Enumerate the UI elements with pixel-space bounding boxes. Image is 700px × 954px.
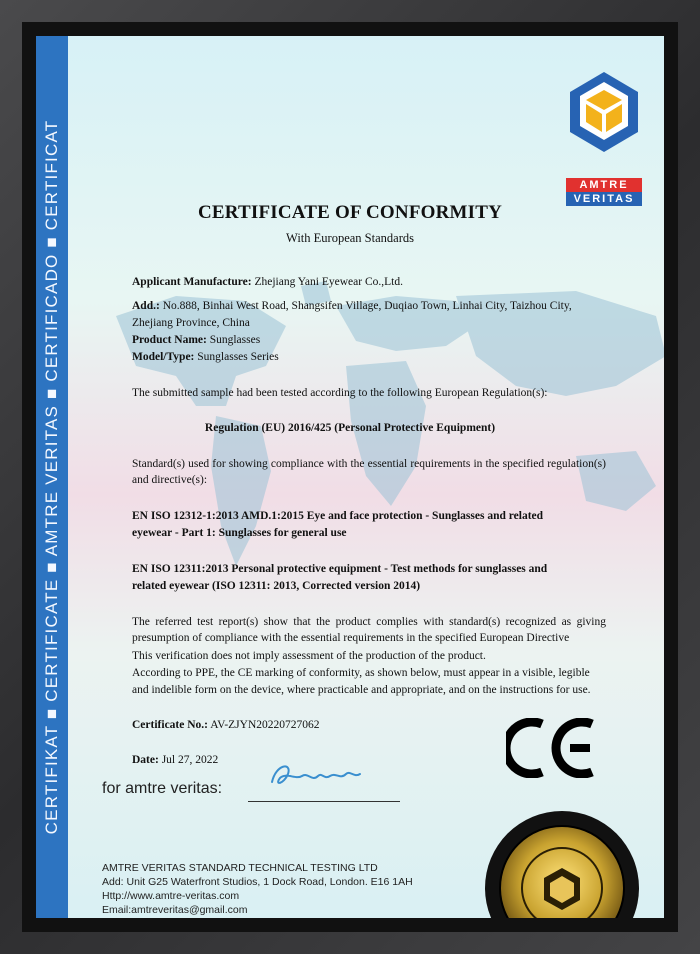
footer-company: AMTRE VERITAS STANDARD TECHNICAL TESTING LTD — [102, 862, 378, 874]
address-line2: Zhejiang Province, China — [132, 317, 250, 329]
certificate-number-value: AV-ZJYN20220727062 — [210, 719, 320, 731]
footer-website: Http://www.amtre-veritas.com — [102, 890, 240, 902]
standard1-line1: EN ISO 12312-1:2013 AMD.1:2015 Eye and face protection - Sunglasses and related — [132, 510, 544, 522]
sidebar-text: CERTIFIKAT ■ CERTIFICATE ■ AMTRE VERITAS ■ CERTIFICADO ■ CERTIFICAT — [42, 119, 61, 835]
certificate-paper — [36, 36, 664, 918]
model-value: Sunglasses Series — [197, 351, 279, 363]
product-row — [132, 332, 260, 348]
standard1-line2: eyewear - Part 1: Sunglasses for general use — [132, 527, 347, 539]
submitted-text: The submitted sample had been tested according to the following European Regulation(s): — [132, 387, 548, 399]
compliance-paragraph: The referred test report(s) show that the product complies with standard(s) recognized as giving presumption of compliance with the essential requirements in the specified European Directive — [132, 616, 606, 644]
signature-line — [248, 801, 400, 802]
footer-email: Email:amtreveritas@gmail.com — [102, 904, 248, 916]
model-row — [132, 349, 279, 365]
ce-mark — [506, 718, 598, 778]
product-label: Product Name: — [132, 334, 207, 346]
product-value: Sunglasses — [209, 334, 261, 346]
amtre-veritas-logo — [566, 68, 642, 205]
sidebar-band — [36, 36, 68, 918]
address-label: Add.: — [132, 300, 160, 312]
certificate-title: CERTIFICATE OF CONFORMITY — [197, 202, 503, 223]
logo-band-veritas: VERITAS — [566, 192, 642, 206]
date-row — [132, 752, 218, 768]
applicant-row — [132, 274, 403, 290]
signature — [262, 754, 382, 794]
footer-address: Add: Unit G25 Waterfront Studios, 1 Dock Road, London. E16 1AH — [102, 876, 413, 888]
regulation-text: Regulation (EU) 2016/425 (Personal Protective Equipment) — [204, 422, 496, 434]
certificate-number-row — [132, 717, 320, 733]
model-label: Model/Type: — [132, 351, 195, 363]
date-label: Date: — [132, 754, 159, 766]
gold-seal — [484, 810, 640, 918]
certificate-subtitle: With European Standards — [286, 231, 414, 245]
for-amtre-label: for amtre veritas: — [102, 780, 223, 797]
address-row — [132, 298, 606, 314]
address-value: No.888, Binhai West Road, Shangsifen Village, Duqiao Town, Linhai City, Taizhou City, — [162, 300, 572, 312]
standard2-line1: EN ISO 12311:2013 Personal protective equipment - Test methods for sunglasses and — [132, 563, 548, 575]
standard2-line2: related eyewear (ISO 12311: 2013, Corrected version 2014) — [132, 580, 421, 592]
applicant-label: Applicant Manufacture: — [132, 276, 252, 288]
applicant-value: Zhejiang Yani Eyewear Co.,Ltd. — [254, 276, 403, 288]
verification-note: This verification does not imply assessment of the production of the product. — [132, 650, 486, 662]
certificate-number-label: Certificate No.: — [132, 719, 208, 731]
ce-marking-note-2: and indelible form on the device, where practicable and appropriate, and on the instructions for use. — [132, 684, 591, 696]
ce-marking-note: According to PPE, the CE marking of conformity, as shown below, must appear in a visible, legible — [132, 667, 590, 679]
standards-intro: Standard(s) used for showing compliance with the essential requirements in the specified regulation(s) and directive(s): — [132, 458, 606, 486]
date-value: Jul 27, 2022 — [161, 754, 219, 766]
logo-band-amtre: AMTRE — [566, 178, 642, 192]
